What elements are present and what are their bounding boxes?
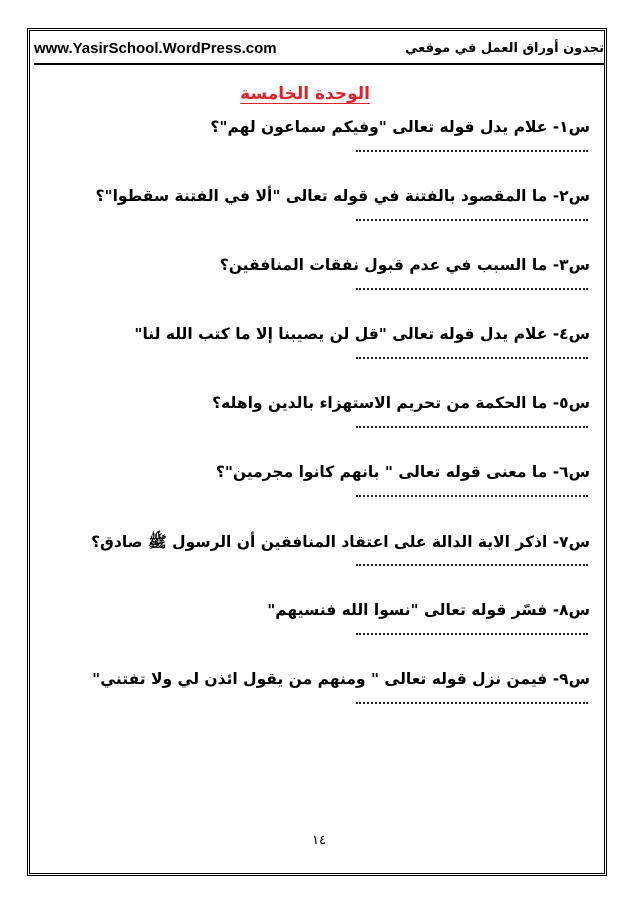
answer-line [356, 288, 588, 290]
question-item [70, 317, 590, 386]
answer-line [356, 702, 588, 704]
page-header [34, 36, 604, 60]
unit-title: الوحدة الخامسة [240, 84, 370, 104]
question-list [70, 110, 590, 731]
header-tagline: تجدون أوراق العمل في موقعي [405, 40, 604, 56]
question-item [70, 110, 590, 179]
answer-line [356, 564, 588, 566]
question-text: س٧- اذكر الاية الدالة على اعتقاد المنافقين أن الرسول ﷺ صادق؟ [91, 533, 590, 551]
site-url: www.YasirSchool.WordPress.com [34, 39, 277, 57]
question-text: س٨- فسّر قوله تعالى "نسوا الله فنسيهم" [267, 601, 590, 619]
question-text: س٢- ما المقصود بالفتنة في قوله تعالى "ألا في الفتنة سقطوا"؟ [95, 187, 590, 205]
question-item [70, 248, 590, 317]
question-item [70, 386, 590, 455]
question-item [70, 455, 590, 524]
question-text: س٤- علام يدل قوله تعالى "قل لن يصيبنا إلا ما كتب الله لنا" [134, 325, 590, 343]
question-text: س٥- ما الحكمة من تحريم الاستهزاء بالدين واهله؟ [212, 394, 590, 412]
answer-line [356, 150, 588, 152]
question-item [70, 524, 590, 593]
answer-line [356, 219, 588, 221]
question-item [70, 662, 590, 731]
question-item [70, 179, 590, 248]
answer-line [356, 633, 588, 635]
question-text: س٩- فيمن نزل قوله تعالى " ومنهم من يقول ائذن لي ولا تفتني" [92, 670, 590, 688]
header-divider [34, 63, 604, 65]
question-text: س١- علام يدل قوله تعالى "وفيكم سماعون لهم"؟ [210, 118, 590, 136]
question-item [70, 593, 590, 662]
answer-line [356, 426, 588, 428]
answer-line [356, 495, 588, 497]
question-text: س٣- ما السبب في عدم قبول نفقات المنافقين؟ [219, 256, 590, 274]
question-text: س٦- ما معنى قوله تعالى " بانهم كانوا مجرمين"؟ [215, 463, 590, 481]
page-number: ١٤ [312, 833, 326, 848]
answer-line [356, 357, 588, 359]
